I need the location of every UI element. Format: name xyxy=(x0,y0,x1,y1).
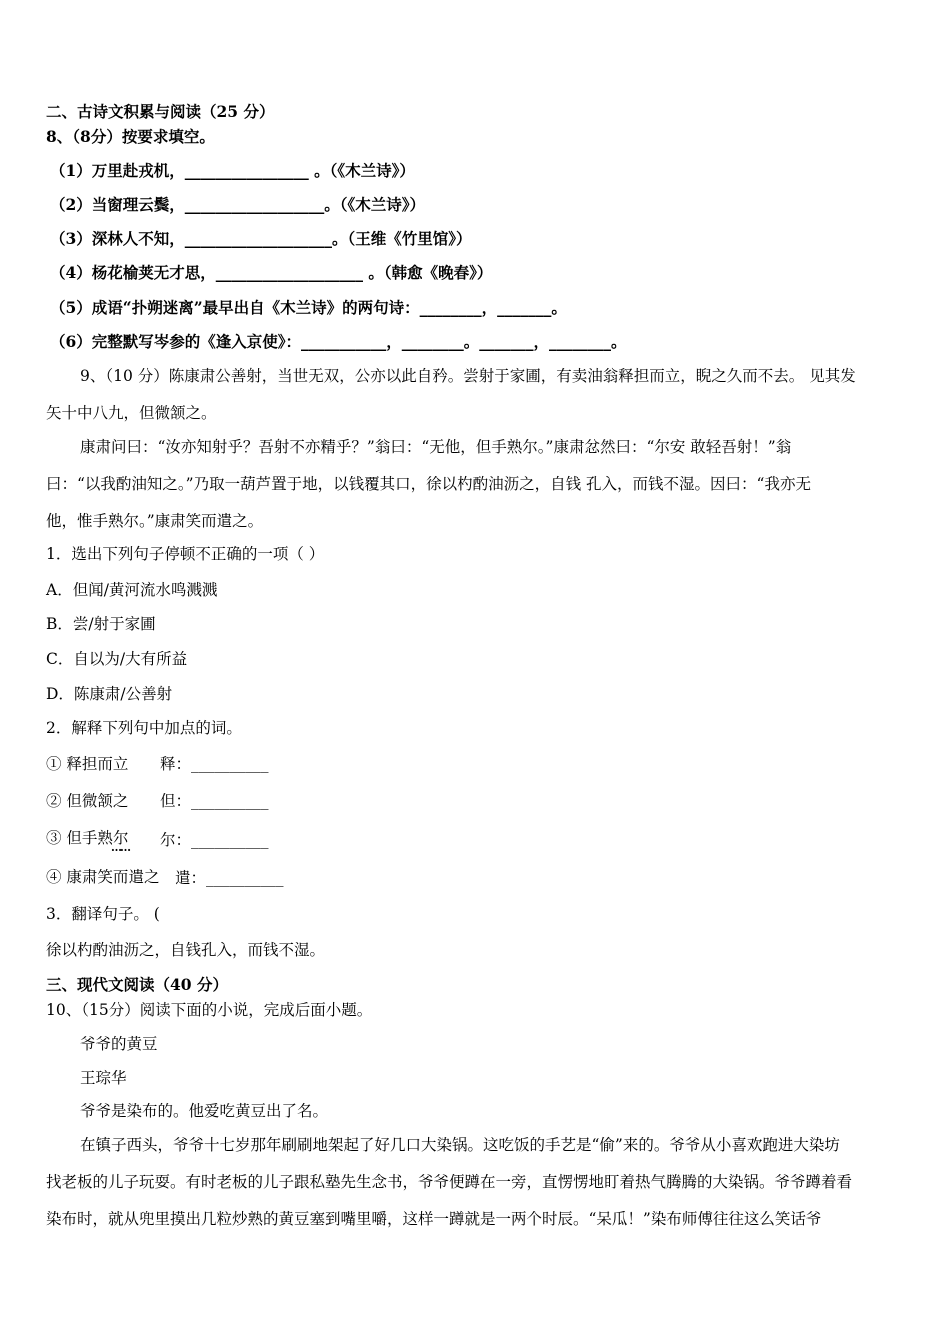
q9-sub1-option-a: A．但闻/黄河流水鸣溅溅 xyxy=(46,581,218,599)
item3-blank: __________ xyxy=(191,831,269,849)
q9-sub2-item-3-answer xyxy=(160,830,269,850)
q9-sub2-item-4 xyxy=(46,867,159,887)
q9-sub1-stem: 1．选出下列句子停顿不正确的一项（ ） xyxy=(46,545,325,563)
story-title: 爷爷的黄豆 xyxy=(80,1035,158,1053)
q9-para1-line1: 9、（10 分）陈康肃公善射，当世无双，公亦以此自矜。尝射于家圃，有卖油翁释担而立，睨之久而不去。 见其发 xyxy=(80,367,856,385)
q9-sub2-stem: 2．解释下列句中加点的词。 xyxy=(46,719,242,737)
section3-title: 三、现代文阅读（40 分） xyxy=(46,975,228,994)
q9-sub2-item-4-answer xyxy=(175,868,284,888)
q10-stem: 10、（15分）阅读下面的小说，完成后面小题。 xyxy=(46,1001,373,1019)
q9-sub2-item-2-answer xyxy=(160,791,269,811)
q9-sub2-item-1-answer xyxy=(160,754,269,774)
item1-blank: __________ xyxy=(191,755,269,773)
q9-sub1-option-d: D．陈康肃/公善射 xyxy=(46,685,173,703)
item2-blank: __________ xyxy=(191,792,269,810)
item4-sentence-a: ④ 康肃笑而 xyxy=(46,868,129,886)
item4-blank: __________ xyxy=(206,869,284,887)
q9-para2-line2: 曰：“以我酌油知之。”乃取一葫芦置于地，以钱覆其口，徐以杓酌油沥之，自钱 孔入，而钱不湿。因曰：“我亦无 xyxy=(46,475,811,493)
q9-para2-line1: 康肃问曰：“汝亦知射乎？吾射不亦精乎？”翁曰：“无他，但手熟尔。”康肃忿然曰：“尔安 敢轻吾射！”翁 xyxy=(80,438,792,456)
item3-dotted-word: 尔 …… xyxy=(113,828,129,848)
item4-sentence-b: 之 xyxy=(143,868,160,886)
item2-word: 但： xyxy=(160,792,192,810)
story-p2-line3: 染布时，就从兜里摸出几粒炒熟的黄豆塞到嘴里嚼，这样一蹲就是一两个时辰。“呆瓜！”染布师傅往往这么笑话爷 xyxy=(46,1210,822,1228)
section2-title: 二、古诗文积累与阅读（25 分） xyxy=(46,102,275,121)
q9-sub1-option-c: C．自以为/大有所益 xyxy=(46,650,188,668)
item4-word: 遣： xyxy=(175,869,207,887)
story-p1: 爷爷是染布的。他爱吃黄豆出了名。 xyxy=(80,1102,329,1120)
q8-item-3: （3）深林人不知，___________________。（王维《竹里馆》） xyxy=(50,229,472,248)
story-p2-line2: 找老板的儿子玩耍。有时老板的儿子跟私塾先生念书，爷爷便蹲在一旁，直愣愣地盯着热气腾腾的大染锅。爷爷蹲着看 xyxy=(46,1173,853,1191)
q9-para2-line3: 他，惟手熟尔。”康肃笑而遣之。 xyxy=(46,512,264,530)
item2-sentence: ② 但微颔之 xyxy=(46,792,129,810)
q9-sub2-item-1 xyxy=(46,754,128,774)
story-author: 王琮华 xyxy=(80,1069,127,1087)
item3-word: 尔： xyxy=(160,831,192,849)
q8-item-6: （6）完整默写岑参的《逢入京使》：___________，________。_______，________。 xyxy=(50,332,627,351)
item1-sentence: ① 释担而立 xyxy=(46,755,129,773)
item3-sentence: ③ 但手熟 xyxy=(46,829,113,847)
story-p2-line1: 在镇子西头，爷爷十七岁那年刷刷地架起了好几口大染锅。这吃饭的手艺是“偷”来的。爷爷从小喜欢跑进大染坊 xyxy=(80,1136,840,1154)
q8-stem-text: 8、（8分）按要求填空。 xyxy=(46,127,215,146)
q8-item-1: （1）万里赴戎机，________________ 。（《木兰诗》） xyxy=(50,161,415,180)
q9-sub3-sentence: 徐以杓酌油沥之，自钱孔入，而钱不湿。 xyxy=(46,941,326,959)
q8-item-2: （2）当窗理云鬓，__________________。（《木兰诗》） xyxy=(50,195,426,214)
q8-item-5: （5）成语“扑朔迷离”最早出自《木兰诗》的两句诗：________，_______。 xyxy=(50,298,567,317)
q9-sub2-item-2 xyxy=(46,791,128,811)
item1-word: 释： xyxy=(160,755,192,773)
item4-dotted-word: 遣 xyxy=(128,868,144,886)
q9-sub2-item-3 xyxy=(46,828,128,848)
q8-item-4: （4）杨花榆荚无才思，___________________ 。（韩愈《晚春》） xyxy=(50,263,493,282)
q8-stem xyxy=(46,127,215,147)
q9-sub1-option-b: B．尝/射于家圃 xyxy=(46,615,156,633)
q9-sub3-stem: 3．翻译句子。 ( xyxy=(46,905,160,923)
q9-para1-line2: 矢十中八九，但微颔之。 xyxy=(46,404,217,422)
